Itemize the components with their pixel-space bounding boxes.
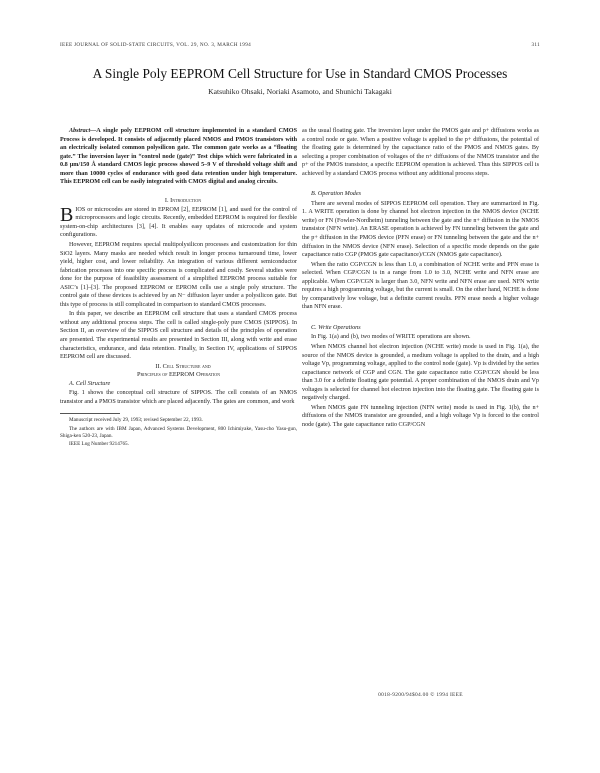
paper-title: A Single Poly EEPROM Cell Structure for Use in Standard CMOS Processes bbox=[92, 66, 508, 81]
subsection-heading-write-operations: C. Write Operations bbox=[311, 324, 361, 331]
subsection-heading-operation-modes: B. Operation Modes bbox=[311, 191, 361, 198]
abstract-label: Abstract— bbox=[69, 128, 97, 134]
intro-paragraph-1 bbox=[60, 203, 297, 240]
footnote-received: Manuscript received July 29, 1993; revised September 22, 1993. bbox=[69, 417, 203, 424]
cell-structure-continued: as the usual floating gate. The inversion layer under the PMOS gate and p+ diffusions works as a control node or gate. When a positive voltage is applied to the p+ diffusions, the potential of the floating gate is determined by the capacitance ratio of the PMOS and NMOS gates. By selecting a proper combination of voltages of the n+ diffusions of the NMOS transistor and the p+ of the PMOS transistor, a specific EEPROM operation is achieved. Thus this SIPPOS cell is achieved by a standard CMOS process without any additional process steps. bbox=[302, 128, 539, 177]
intro-paragraph-1-text: IOS or microcodes are stored in EPROM [2], EEPROM [1], and used for the control of microprocessors and logic circuits. Recently, embedded EEPROM is required for flexible system-on-chip architectures [3], [4]. It enables easy updates of microcode and system configurations. bbox=[60, 206, 297, 239]
intro-paragraph-3: In this paper, we describe an EEPROM cell structure that uses a standard CMOS process without any additional process steps. The cell is called single-poly pure CMOS (SIPPOS). In Section II, an overview of the SIPPOS cell structure and details of the principles of operation are presented. The experimental results are presented in Section III, along with write and erase characteristics, endurance, and data retention. Finally, in Section IV, applications of SIPPOS EEPROM cell are discussed. bbox=[60, 311, 297, 361]
page-number: 311 bbox=[531, 42, 540, 48]
section-heading-introduction: I. Introduction bbox=[164, 196, 202, 204]
section-heading-line-1: II. Cell Structure and bbox=[155, 362, 211, 370]
abstract bbox=[60, 127, 297, 187]
copyright-footer: 0018-9200/94$04.00 © 1994 IEEE bbox=[378, 692, 463, 698]
subsection-heading-cell-structure: A. Cell Structure bbox=[69, 380, 111, 387]
abstract-text: A single poly EEPROM cell structure implemented in a standard CMOS Process is developed. It consists of adjacently placed NMOS and PMOS transistors with an electrically isolated common polysilicon gate. The common gate works as a “floating gate.” The inversion layer in “control node (gate)” Test chips which were fabricated in a 0.8 µm/150 Å standard CMOS logic process showed 5–9 V of threshold voltage shift and more than 10000 cycles of endurance with good data retention under high temperature. This EEPROM cell can be easily integrated with CMOS digital and analog circuits. bbox=[60, 128, 297, 186]
cell-structure-paragraph: Fig. 1 shows the conceptual cell structure of SIPPOS. The cell consists of an NMOS transistor and a PMOS transistor which are placed adjacently. The gates are common, and work bbox=[60, 390, 297, 405]
intro-paragraph-2: However, EEPROM requires special multipolysilicon processes and customization for thin SiO2 layers. Many masks are needed which result in longer process turnaround time, lower yield, higher cost, and lower reliability. An integration of various different semiconductor fabrication processes into one specific process is complicated and costly. Several studies were done for the purpose of feasibility assessment of a simplified EEPROM process suitable for ASIC’s [1]–[3]. The proposed EEPROM or EPROM cells use a single poly structure. The control gate of these devices is achieved by an N− diffusion layer under a polysilicon gate. But this type of process is still complicated in comparison to standard CMOS processes. bbox=[60, 242, 297, 308]
footnote-affiliation: The authors are with IBM Japan, Advanced Systems Development, 800 Ichimiyake, Yasu-cho Yasu-gun, Shiga-ken 520-23, Japan. bbox=[60, 425, 297, 439]
right-column bbox=[302, 127, 539, 431]
write-operations-paragraph-3: When NMOS gate FN tunneling injection (NFN write) mode is used in Fig. 1(b), the n+ diffusions of the NMOS transistor are grounded, and a high voltage Vp is forced to the control node (gate). The gate capacitance ratio CGP/CGN bbox=[302, 404, 539, 428]
footnote-log-number: IEEE Log Number 9214765. bbox=[69, 441, 129, 448]
operation-modes-paragraph-1: There are several modes of SIPPOS EEPROM cell operation. They are summarized in Fig. 1. A WRITE operation is done by channel hot electron injection in the NMOS device (NCHE write) or FN (Fowler-Nordheim) tunneling between the gate and the n+ diffusion in the NMOS transistor (NFN write). An ERASE operation is achieved by FN tunneling between the gate and the p+ diffusion in the PMOS device (PFN erase) or FN tunneling between the gate and the n+ diffusion in the NMOS device (NFN erase). Selection of a specific mode depends on the gate capacitance ratio CGP (PMOS gate capacitance)/CGN (NMOS gate capacitance). bbox=[302, 200, 539, 259]
author-list: Katsuhiko Ohsaki, Noriaki Asamoto, and Shunichi Takagaki bbox=[208, 87, 392, 96]
footnote-rule bbox=[60, 413, 120, 414]
running-head bbox=[60, 42, 540, 48]
operation-modes-paragraph-2: When the ratio CGP/CGN is less than 1.0, a combination of NCHE write and PFN erase is selected. When CGP/CGN is in a range from 1.0 to 3.0, NCHE write and NFN erase are applicable. When CGP/CGN is larger than 3.0, NFN write and NFN erase are used. NFN write requires a high programming voltage, but the current is small. On the other hand, NCHE is done by comparatively low voltage, but a definite current results. PFN erase needs a higher voltage than NFN erase. bbox=[302, 261, 539, 311]
drop-cap: B bbox=[60, 203, 74, 226]
write-operations-paragraph-2: When NMOS channel hot electron injection (NCHE write) mode is used in Fig. 1(a), the source of the NMOS device is grounded, a medium voltage is applied to the drain, and a high voltage Vp, programming voltage, applied to the control node (gate). Vp is divided by the series capacitance network of CGP and CGN. The gate capacitance ratio CGP/CGN should be less than 3.0 for a definite floating gate potential. A proper combination of the NMOS drain and Vp voltages is selected for channel hot electron injection into the floating gate. The floating gate is negatively charged. bbox=[302, 344, 539, 402]
journal-name: IEEE JOURNAL OF SOLID-STATE CIRCUITS, VOL. 29, NO. 3, MARCH 1994 bbox=[60, 42, 251, 48]
left-column bbox=[60, 127, 297, 450]
section-heading-line-2: Principles of EEPROM Operation bbox=[137, 370, 220, 378]
write-operations-paragraph-1: In Fig. 1(a) and (b), two modes of WRITE operations are shown. bbox=[311, 334, 471, 341]
section-heading-cell-structure bbox=[60, 363, 297, 379]
